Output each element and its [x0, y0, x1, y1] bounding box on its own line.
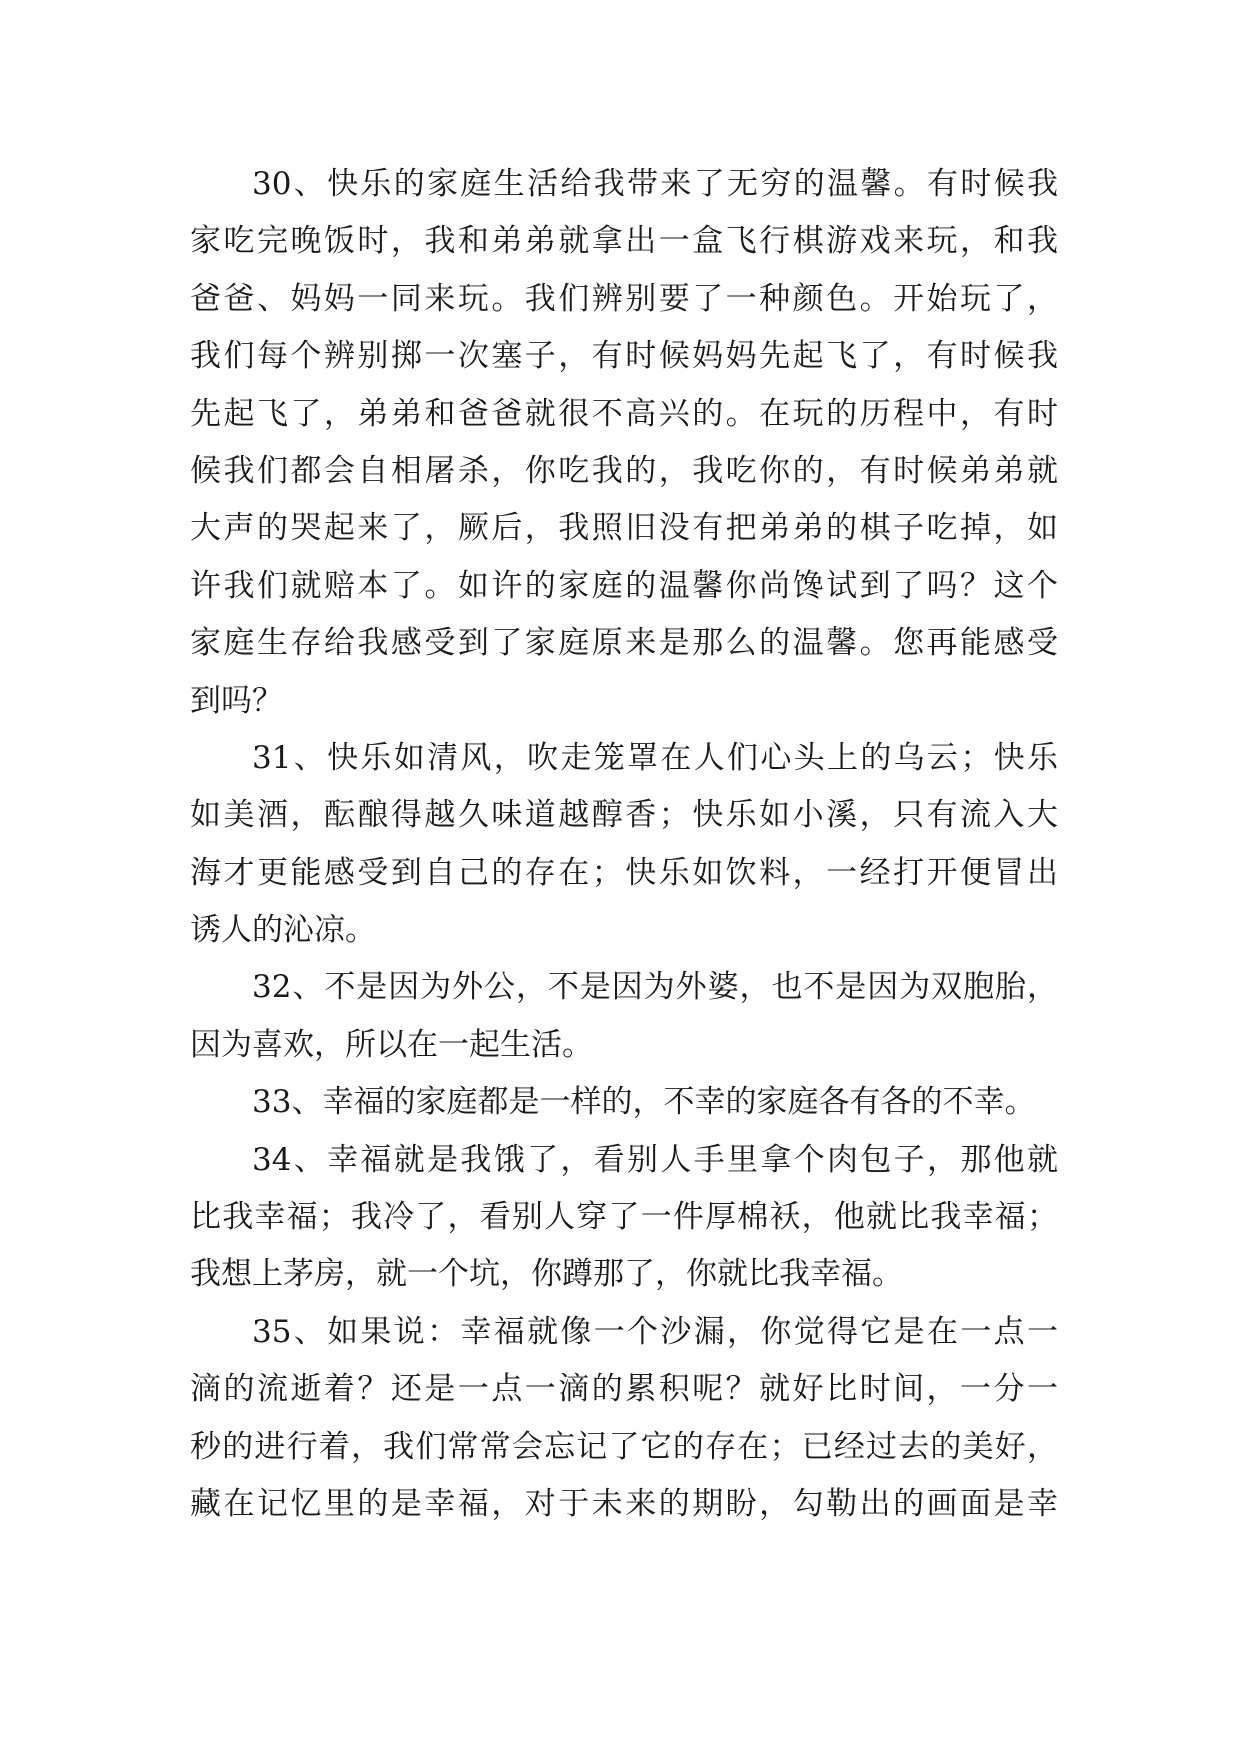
- text-line: 大声的哭起来了，厥后，我照旧没有把弟弟的棋子吃掉，如: [190, 510, 1058, 547]
- paragraph-32: [190, 959, 1058, 1074]
- text-line: 30、快乐的家庭生活给我带来了无穷的温馨。有时候我: [252, 166, 1058, 202]
- text-line: 候我们都会自相屠杀，你吃我的，我吃你的，有时候弟弟就: [190, 452, 1058, 489]
- text-line: 诱人的沁凉。: [190, 912, 376, 949]
- paragraph-31: [190, 730, 1058, 960]
- text-line: 爸爸、妈妈一同来玩。我们辨别要了一种颜色。开始玩了，: [190, 280, 1058, 317]
- text-line: 31、快乐如清风，吹走笼罩在人们心头上的乌云；快乐: [252, 739, 1058, 776]
- text-line: 因为喜欢，所以在一起生活。: [190, 1026, 593, 1063]
- text-line: 先起飞了，弟弟和爸爸就很不高兴的。在玩的历程中，有时: [190, 395, 1058, 432]
- text-line: 我想上茅房，就一个坑，你蹲那了，你就比我幸福。: [190, 1256, 903, 1293]
- text-line: 许我们就赔本了。如许的家庭的温馨你尚馋试到了吗？这个: [190, 567, 1058, 604]
- text-line: 滴的流逝着？还是一点一滴的累积呢？就好比时间，一分一: [190, 1371, 1058, 1408]
- text-line: 家吃完晚饭时，我和弟弟就拿出一盒飞行棋游戏来玩，和我: [190, 223, 1058, 260]
- text-line: 比我幸福；我冷了，看别人穿了一件厚棉袄，他就比我幸福；: [190, 1199, 1058, 1236]
- text-line: 35、如果说：幸福就像一个沙漏，你觉得它是在一点一: [252, 1313, 1058, 1350]
- text-line: 我们每个辨别掷一次塞子，有时候妈妈先起飞了，有时候我: [190, 338, 1058, 375]
- document-body: [190, 156, 1058, 1533]
- paragraph-30: [190, 156, 1058, 730]
- text-line: 33、幸福的家庭都是一样的，不幸的家庭各有各的不幸。: [252, 1084, 1036, 1121]
- text-line: 如美酒，酝酿得越久味道越醇香；快乐如小溪，只有流入大: [190, 797, 1058, 834]
- paragraph-35: [190, 1304, 1058, 1534]
- text-line: 秒的进行着，我们常常会忘记了它的存在；已经过去的美好，: [190, 1428, 1058, 1465]
- text-line: 34、幸福就是我饿了，看别人手里拿个肉包子，那他就: [252, 1141, 1058, 1178]
- text-line: 32、不是因为外公，不是因为外婆，也不是因为双胞胎，: [252, 969, 1058, 1006]
- paragraph-34: [190, 1132, 1058, 1304]
- paragraph-33: [190, 1074, 1058, 1131]
- text-line: 海才更能感受到自己的存在；快乐如饮料，一经打开便冒出: [190, 854, 1058, 891]
- text-line: 家庭生存给我感受到了家庭原来是那么的温馨。您再能感受: [190, 625, 1058, 662]
- text-line: 藏在记忆里的是幸福，对于未来的期盼，勾勒出的画面是幸: [190, 1485, 1058, 1522]
- text-line: 到吗？: [190, 682, 283, 719]
